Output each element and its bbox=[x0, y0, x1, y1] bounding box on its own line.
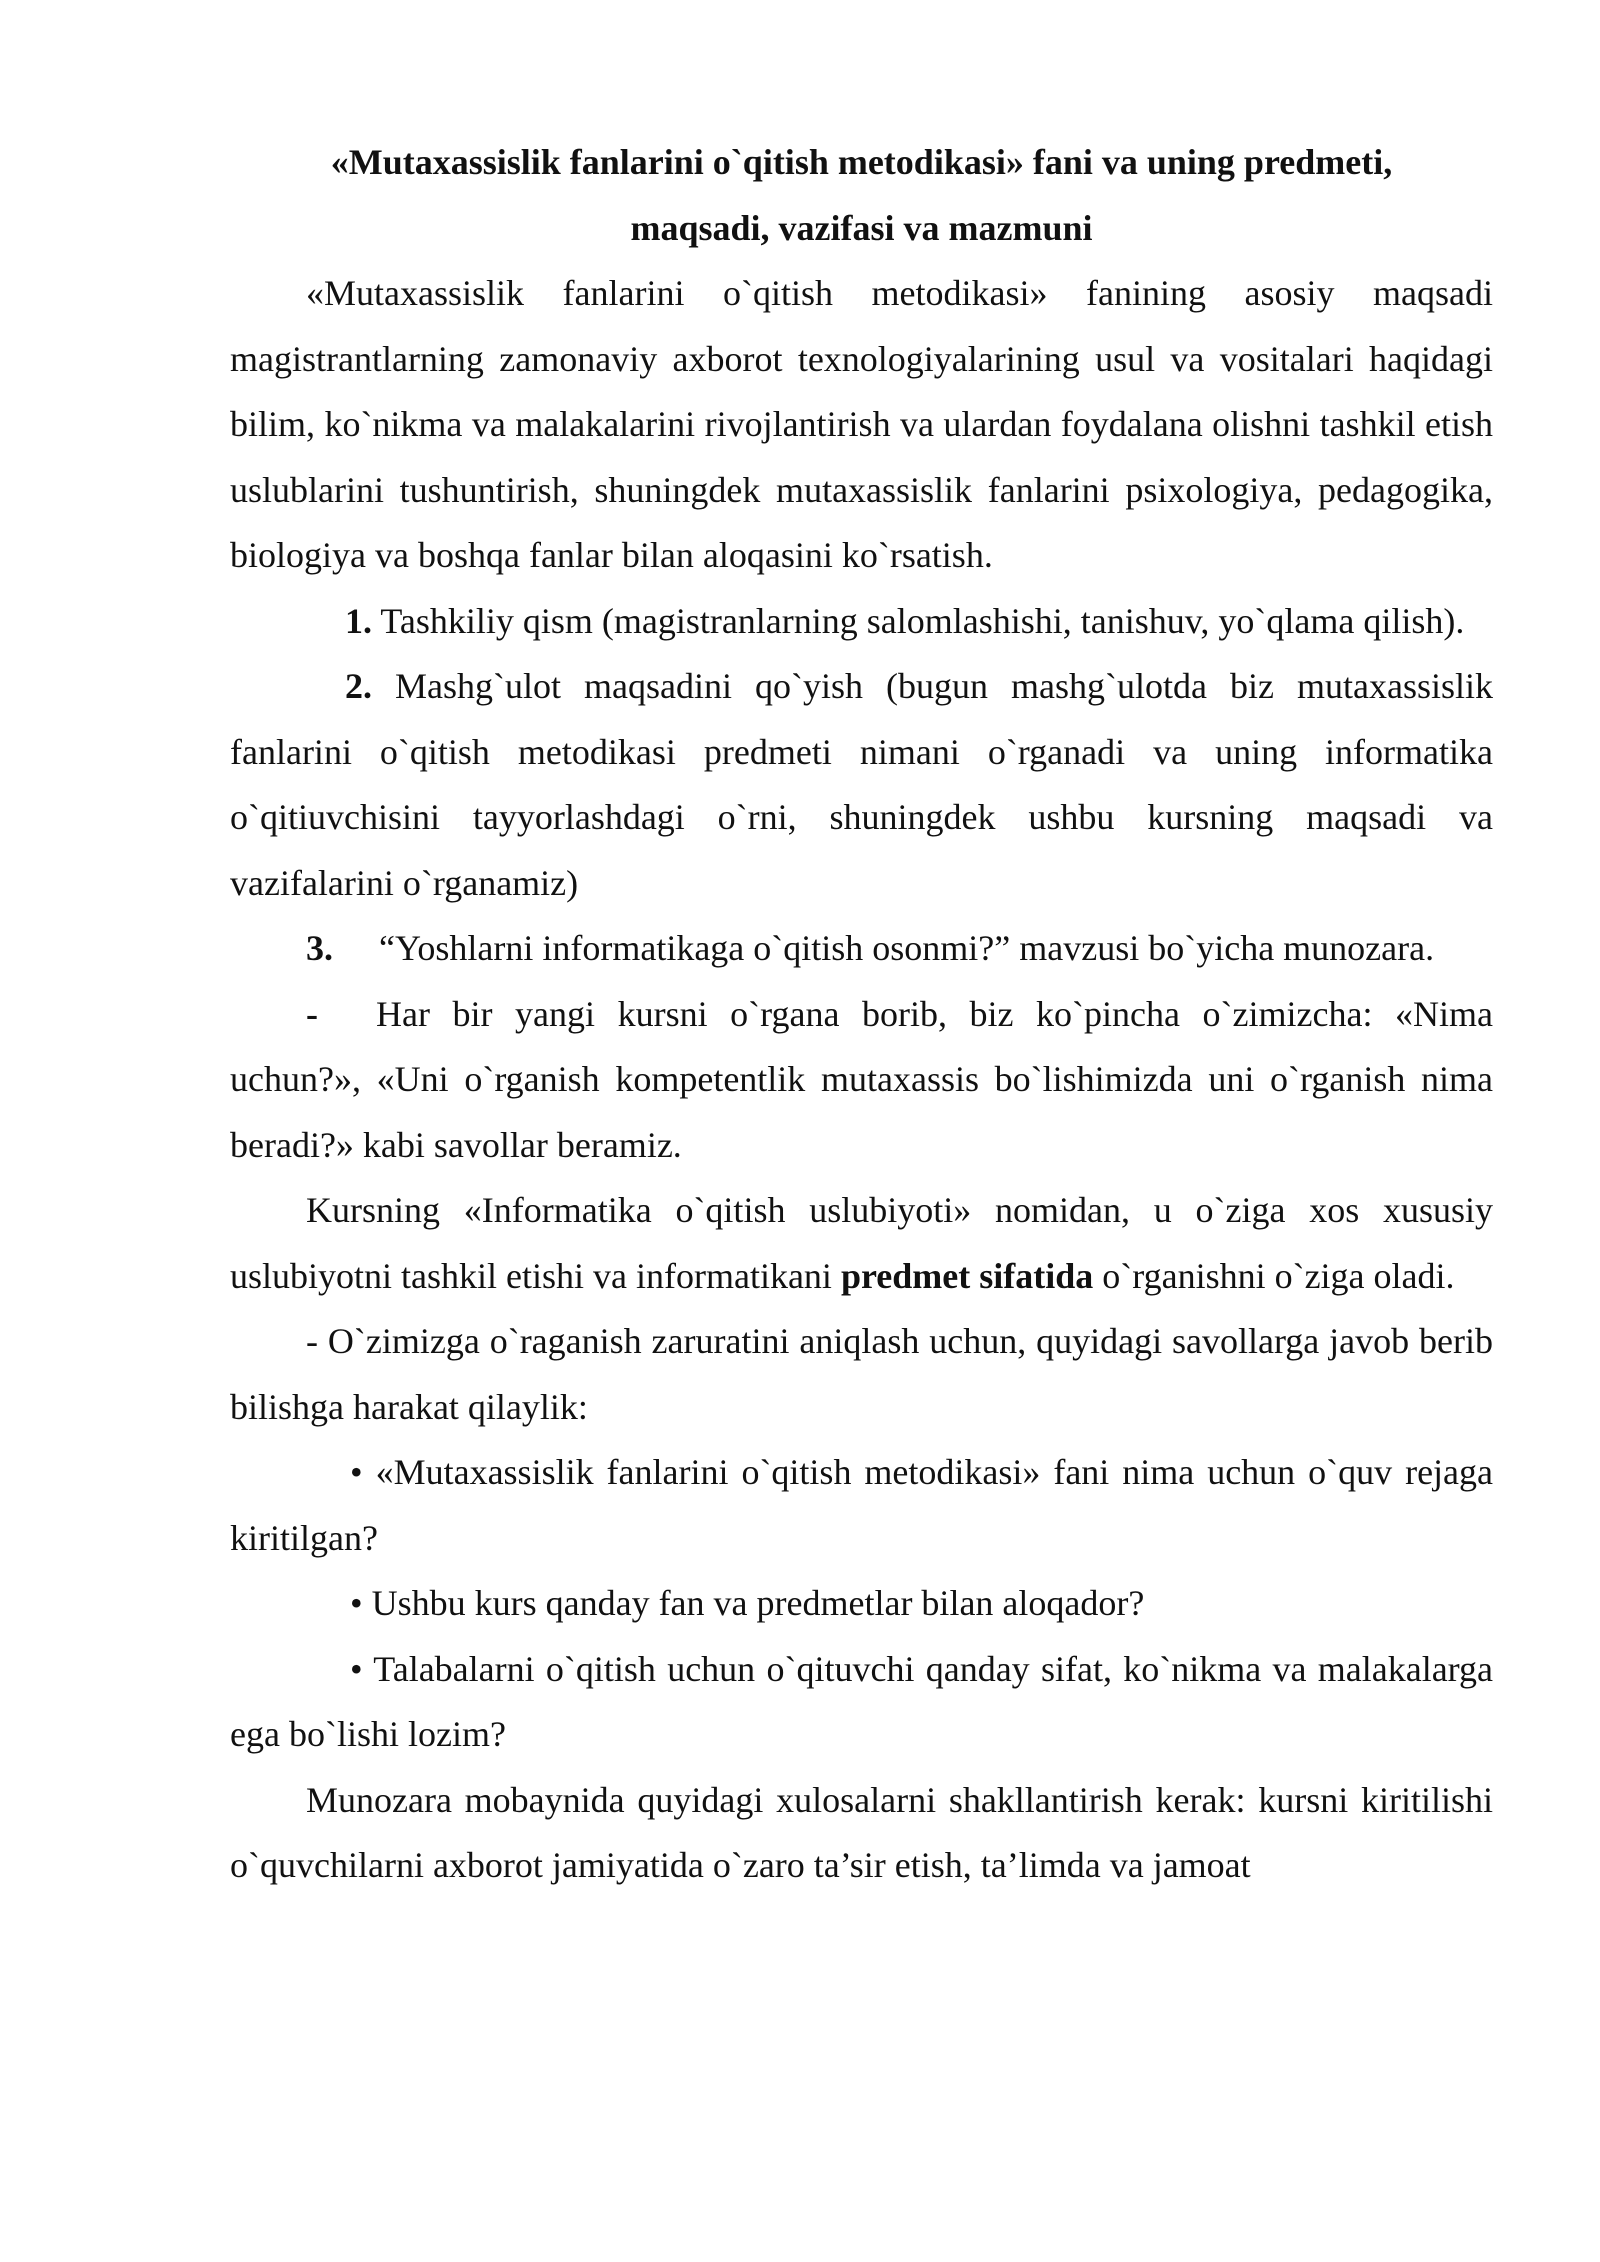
document-page bbox=[230, 130, 1493, 1899]
step-1-text: Tashkiliy qism (magistranlarning salomlashishi, tanishuv, yo`qlama qilish). bbox=[380, 600, 1465, 641]
conclusion-paragraph: Munozara mobaynida quyidagi xulosalarni shakllantirish kerak: kursni kiritilishi o`quvchilarni axborot jamiyatida o`zaro ta’sir etish, ta’limda va jamoat bbox=[230, 1779, 1493, 1885]
question-1-text: «Mutaxassislik fanlarini o`qitish metodikasi» fani nima uchun o`quv rejaga kiritilgan? bbox=[230, 1452, 1494, 1558]
step-3-number: 3. bbox=[306, 928, 333, 968]
question-item bbox=[230, 1637, 1493, 1768]
dash-item bbox=[230, 982, 1493, 1179]
question-3-text: Talabalarni o`qitish uchun o`qituvchi qanday sifat, ko`nikma va malakalarga ega bo`lishi lozim? bbox=[230, 1648, 1493, 1754]
title-line-1: «Mutaxassislik fanlarini o`qitish metodikasi» fani va uning predmeti, bbox=[330, 142, 1393, 182]
course-text-after: o`rganishni o`ziga oladi. bbox=[1093, 1255, 1455, 1296]
course-text-before: Kursning «Informatika o`qitish uslubiyoti» nomidan, u o`ziga xos xususiy uslubiyotni tashkil etishi va informatikani bbox=[230, 1190, 1493, 1296]
step-2-text: Mashg`ulot maqsadini qo`yish (bugun mashg`ulotda biz mutaxassislik fanlarini o`qitish metodikasi predmeti nimani o`rganadi va uning informatika o`qitiuvchisini tayyorlashdagi o`rni, shuningdek ushbu kursning maqsadi va vazifalarini o`rganamiz) bbox=[230, 666, 1493, 903]
question-item bbox=[230, 1440, 1493, 1571]
bullet-icon: • bbox=[350, 1648, 363, 1689]
bullet-icon: • bbox=[350, 1583, 363, 1623]
title-line-2: maqsadi, vazifasi va mazmuni bbox=[630, 207, 1093, 248]
step-1-number: 1. bbox=[345, 600, 372, 641]
document-title bbox=[230, 130, 1493, 261]
dash-item-text: Har bir yangi kursni o`rgana borib, biz ko`pincha o`zimizcha: «Nima uchun?», «Uni o`rganish kompetentlik mutaxassis bo`lishimizda uni o`rganish nima beradi?» kabi savollar beramiz. bbox=[230, 993, 1493, 1165]
step-3 bbox=[230, 916, 1493, 982]
bullet-icon: • bbox=[350, 1452, 363, 1492]
question-item bbox=[230, 1571, 1493, 1637]
step-1 bbox=[230, 589, 1493, 655]
step-2 bbox=[230, 654, 1493, 916]
step-2-number: 2. bbox=[345, 666, 372, 706]
course-text-bold: predmet sifatida bbox=[840, 1255, 1094, 1296]
dash-marker: - bbox=[306, 993, 318, 1034]
course-paragraph bbox=[230, 1178, 1493, 1309]
intro-paragraph: «Mutaxassislik fanlarini o`qitish metodikasi» fanining asosiy maqsadi magistrantlarning zamonaviy axborot texnologiyalarining usul va vositalari haqidagi bilim, ko`nikma va malakalarini rivojlantirish va ulardan foydalana olishni tashkil etish uslublarini tushuntirish, shuningdek mutaxassislik fanlarini psixologiya, pedagogika, biologiya va boshqa fanlar bilan aloqasini ko`rsatish. bbox=[230, 273, 1493, 575]
question-2-text: Ushbu kurs qanday fan va predmetlar bilan aloqador? bbox=[371, 1583, 1145, 1623]
questions-intro: - O`zimizga o`raganish zaruratini aniqlash uchun, quyidagi savollarga javob berib bilishga harakat qilaylik: bbox=[230, 1321, 1493, 1427]
step-3-text: “Yoshlarni informatikaga o`qitish osonmi?” mavzusi bo`yicha munozara. bbox=[379, 928, 1435, 968]
